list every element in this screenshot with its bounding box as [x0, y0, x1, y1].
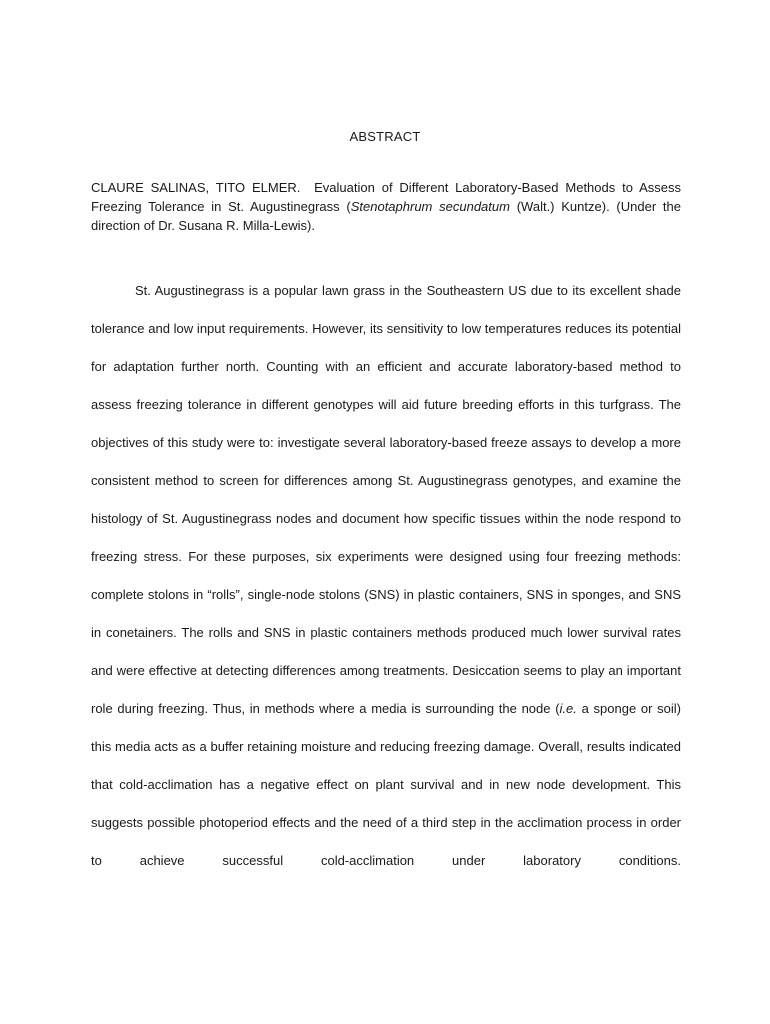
abstract-text: St. Augustinegrass is a popular lawn grass in the Southeastern US due to its excellent shade tolerance and low input requirements. However, its sensitivity to low temperatures reduces its potential for adaptation further north. Counting with an efficient and accurate laboratory-based method to assess freezing tolerance in different genotypes will aid future breeding efforts in this turfgrass. The objectives of this study were to: investigate several laboratory-based freeze assays to develop a more consistent method to screen for differences among St. Augustinegrass genotypes, and examine the histology of St. Augustinegrass nodes and document how specific tissues within the node respond to freezing stress. For these purposes, six experiments were designed using four freezing methods: complete stolons in “rolls”, single-node stolons (SNS) in plastic containers, SNS in sponges, and SNS in conetainers. The rolls and SNS in plastic containers methods produced much lower survival rates and were effective at detecting differences among treatments. Desiccation seems to play an important role during freezing. Thus, in methods where a media is surrounding the node (	[91, 283, 681, 716]
citation-species: Stenotaphrum secundatum	[350, 199, 510, 214]
citation-title: Evaluation of Different Laboratory-Based Methods to Assess Freezing Tolerance in St. Augustinegrass (	[91, 180, 682, 214]
abstract-text-italic: i.e.	[559, 701, 577, 716]
abstract-body	[91, 272, 681, 880]
abstract-text-continued: a sponge or soil) this media acts as a buffer retaining moisture and reducing freezing damage. Overall, results indicated that cold-acclimation has a negative effect on plant survival and in new node development. This suggests possible photoperiod effects and the need of a third step in the acclimation process in order to achieve successful cold-acclimation under laboratory conditions.	[91, 701, 681, 868]
citation-authors: CLAURE SALINAS, TITO ELMER.	[91, 180, 301, 195]
citation-paragraph	[91, 178, 681, 235]
abstract-heading: ABSTRACT	[349, 129, 421, 144]
citation-title-continued: (Walt.) Kuntze). (Under the direction of Dr. Susana R. Milla-Lewis).	[91, 199, 681, 233]
